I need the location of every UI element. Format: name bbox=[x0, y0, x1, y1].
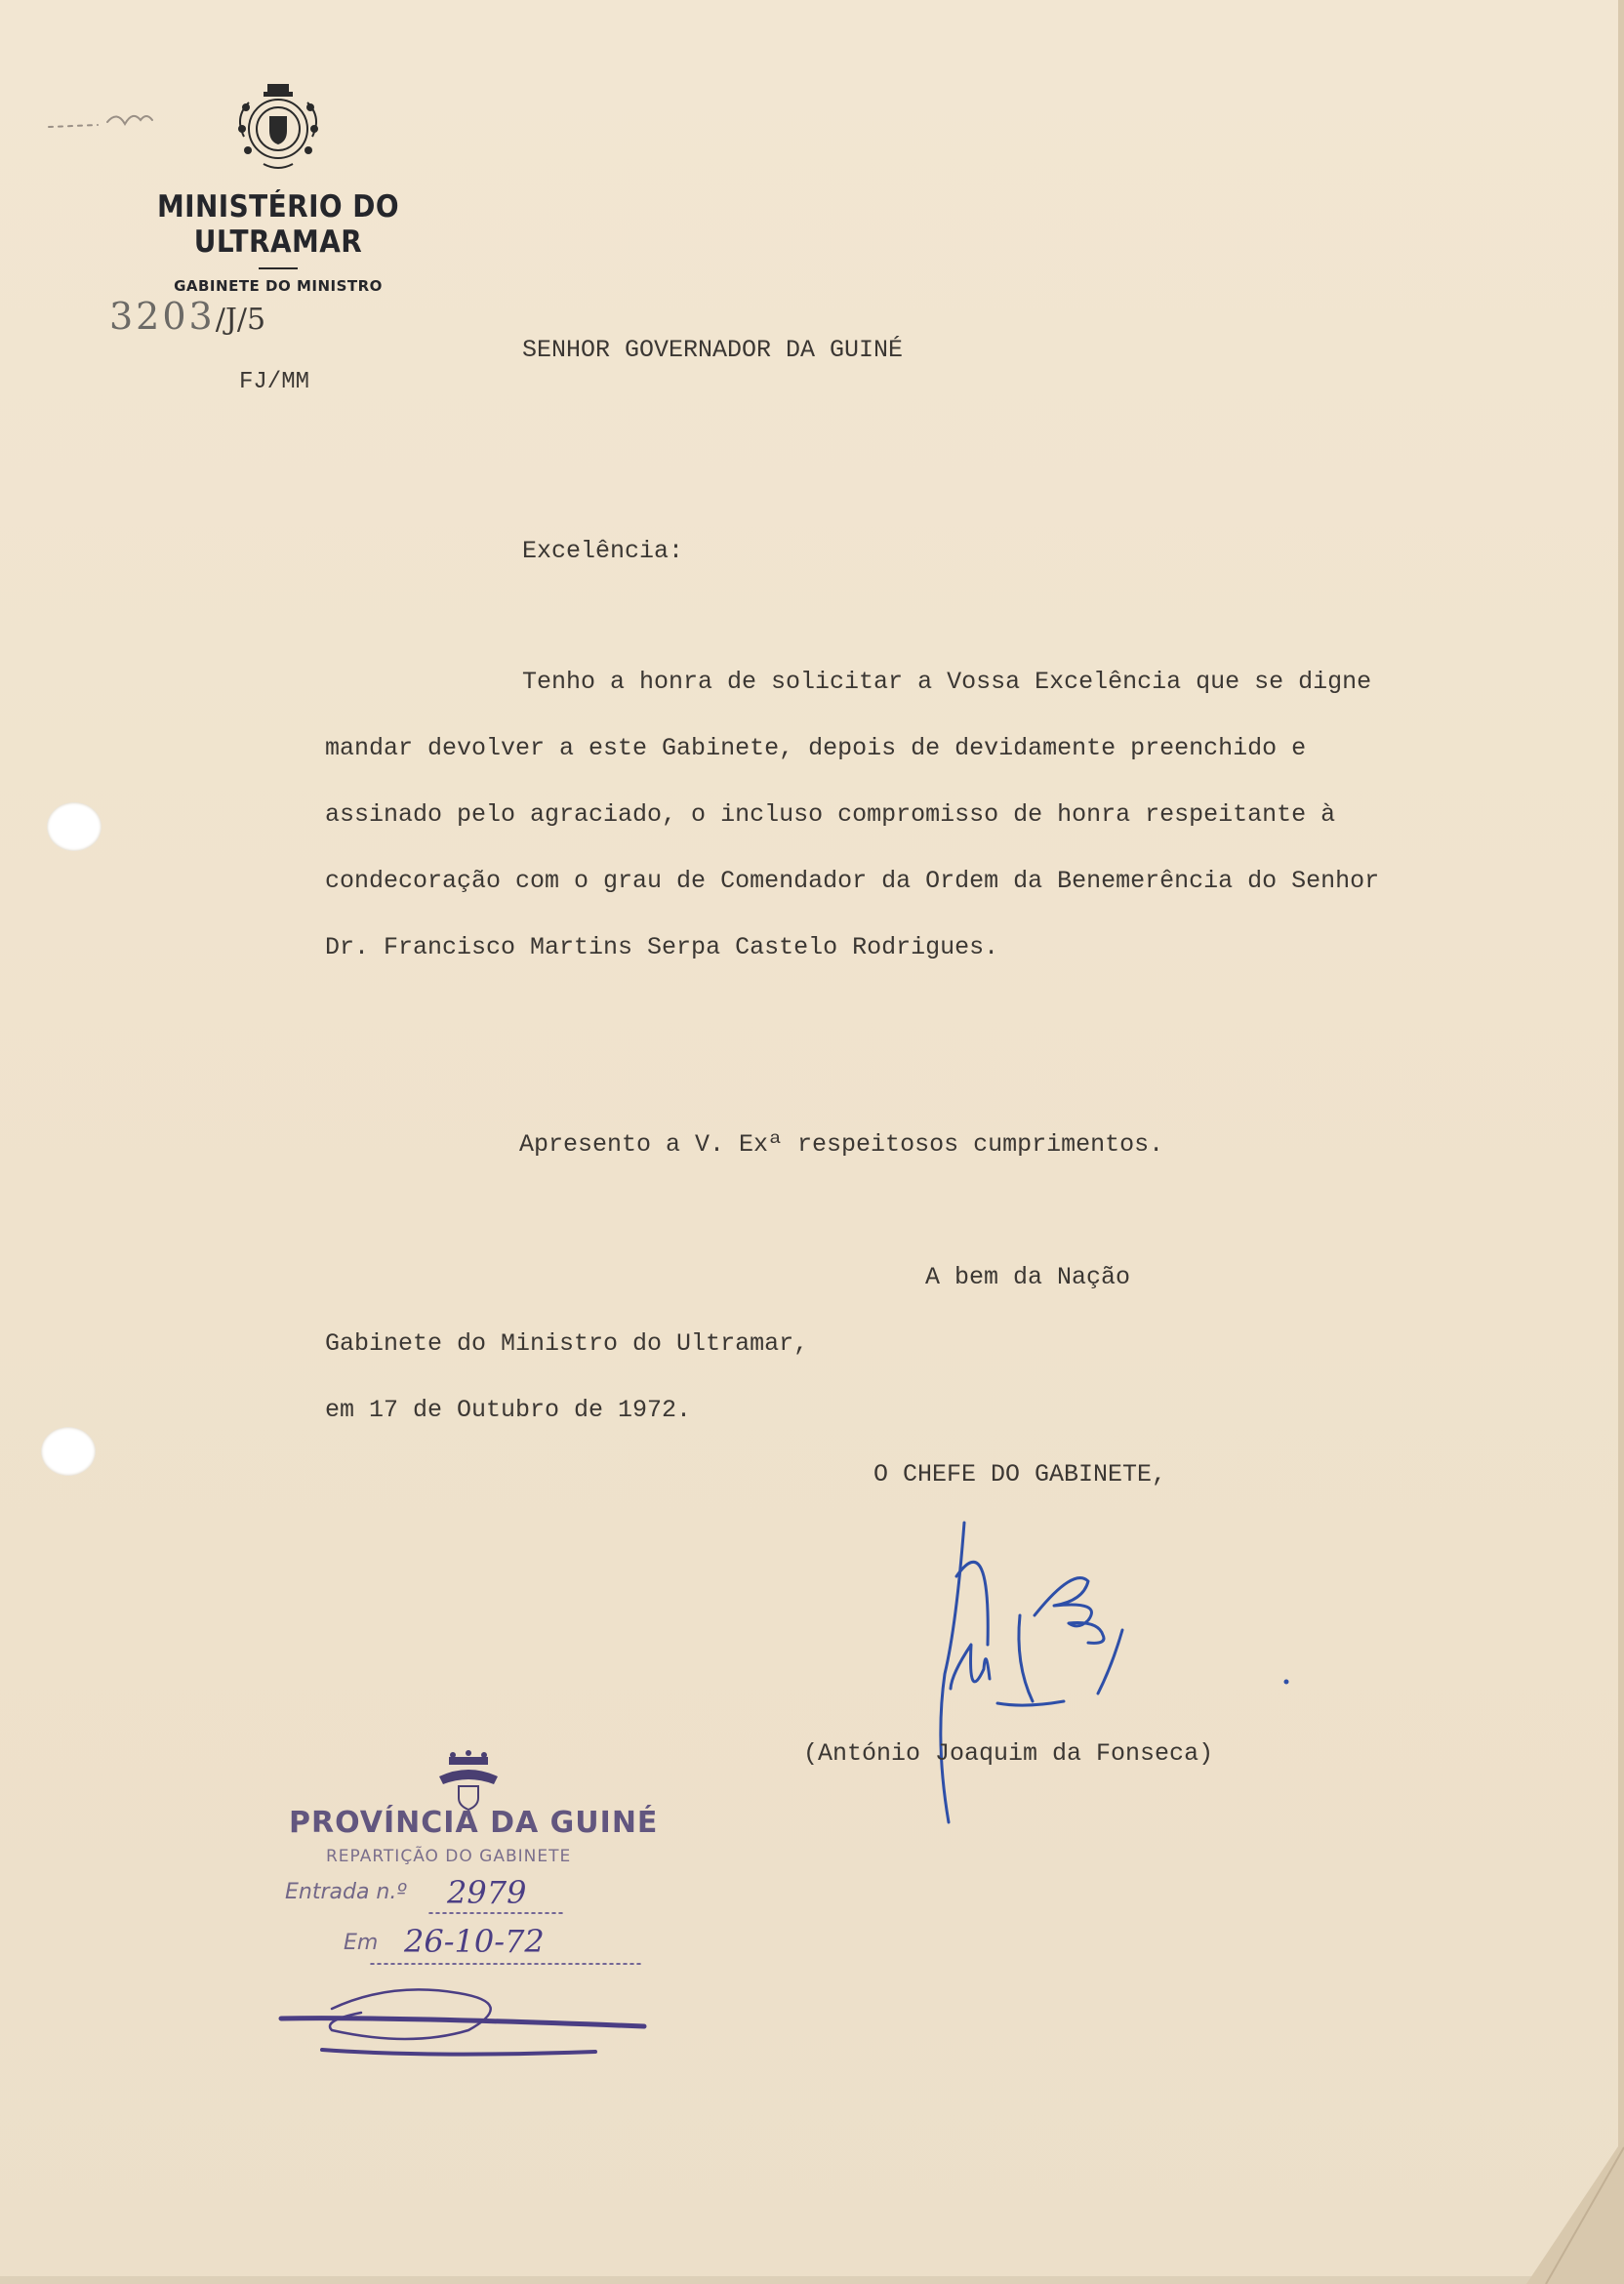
body-line: Tenho a honra de solicitar a Vossa Excelência que se digne bbox=[522, 668, 1372, 696]
closing-line: Apresento a V. Exª respeitosos cumprimentos. bbox=[519, 1130, 1164, 1159]
body-line: condecoração com o grau de Comendador da Ordem da Benemerência do Senhor bbox=[325, 867, 1380, 895]
stamp-entry-number: 2979 bbox=[447, 1874, 527, 1911]
folded-corner bbox=[1507, 2138, 1624, 2284]
stamp-department: REPARTIÇÃO DO GABINETE bbox=[326, 1847, 572, 1866]
received-stamp bbox=[273, 1737, 683, 2060]
place-line: Gabinete do Ministro do Ultramar, bbox=[325, 1329, 809, 1358]
page-edge bbox=[1618, 0, 1624, 2284]
handwritten-signature bbox=[917, 1508, 1308, 1830]
stamp-date-value: 26-10-72 bbox=[404, 1923, 545, 1960]
stamp-province: PROVÍNCIA DA GUINÉ bbox=[289, 1806, 659, 1840]
stamp-rules-and-flourish bbox=[273, 1884, 683, 2060]
salutation: Excelência: bbox=[522, 537, 684, 565]
ministry-name: MINISTÉRIO DO ULTRAMAR bbox=[156, 189, 400, 260]
signer-title: O CHEFE DO GABINETE, bbox=[873, 1460, 1167, 1489]
reference-number: 3203 bbox=[109, 295, 216, 338]
punch-hole-bottom bbox=[41, 1427, 96, 1476]
page-edge-bottom bbox=[0, 2276, 1624, 2284]
body-line: Dr. Francisco Martins Serpa Castelo Rodrigues. bbox=[325, 933, 999, 961]
stamp-entry-label: Entrada n.º bbox=[285, 1880, 407, 1904]
corner-pencil-marks bbox=[39, 88, 185, 156]
reference-suffix: /J/5 bbox=[215, 303, 266, 337]
punch-hole-top bbox=[47, 802, 102, 851]
motto: A bem da Nação bbox=[925, 1263, 1131, 1291]
date-line: em 17 de Outubro de 1972. bbox=[325, 1396, 692, 1424]
addressee: SENHOR GOVERNADOR DA GUINÉ bbox=[522, 336, 904, 364]
letterhead-rule bbox=[259, 267, 298, 269]
stamp-date-label: Em bbox=[344, 1931, 379, 1955]
coat-of-arms-emblem bbox=[224, 78, 332, 176]
body-line: mandar devolver a este Gabinete, depois de devidamente preenchido e bbox=[325, 734, 1307, 762]
body-line: assinado pelo agraciado, o incluso compromisso de honra respeitante à bbox=[325, 800, 1336, 829]
reference-block bbox=[109, 295, 265, 338]
signer-name: (António Joaquim da Fonseca) bbox=[803, 1739, 1214, 1768]
reference-initials: FJ/MM bbox=[239, 369, 310, 395]
office-name: GABINETE DO MINISTRO bbox=[174, 277, 383, 295]
